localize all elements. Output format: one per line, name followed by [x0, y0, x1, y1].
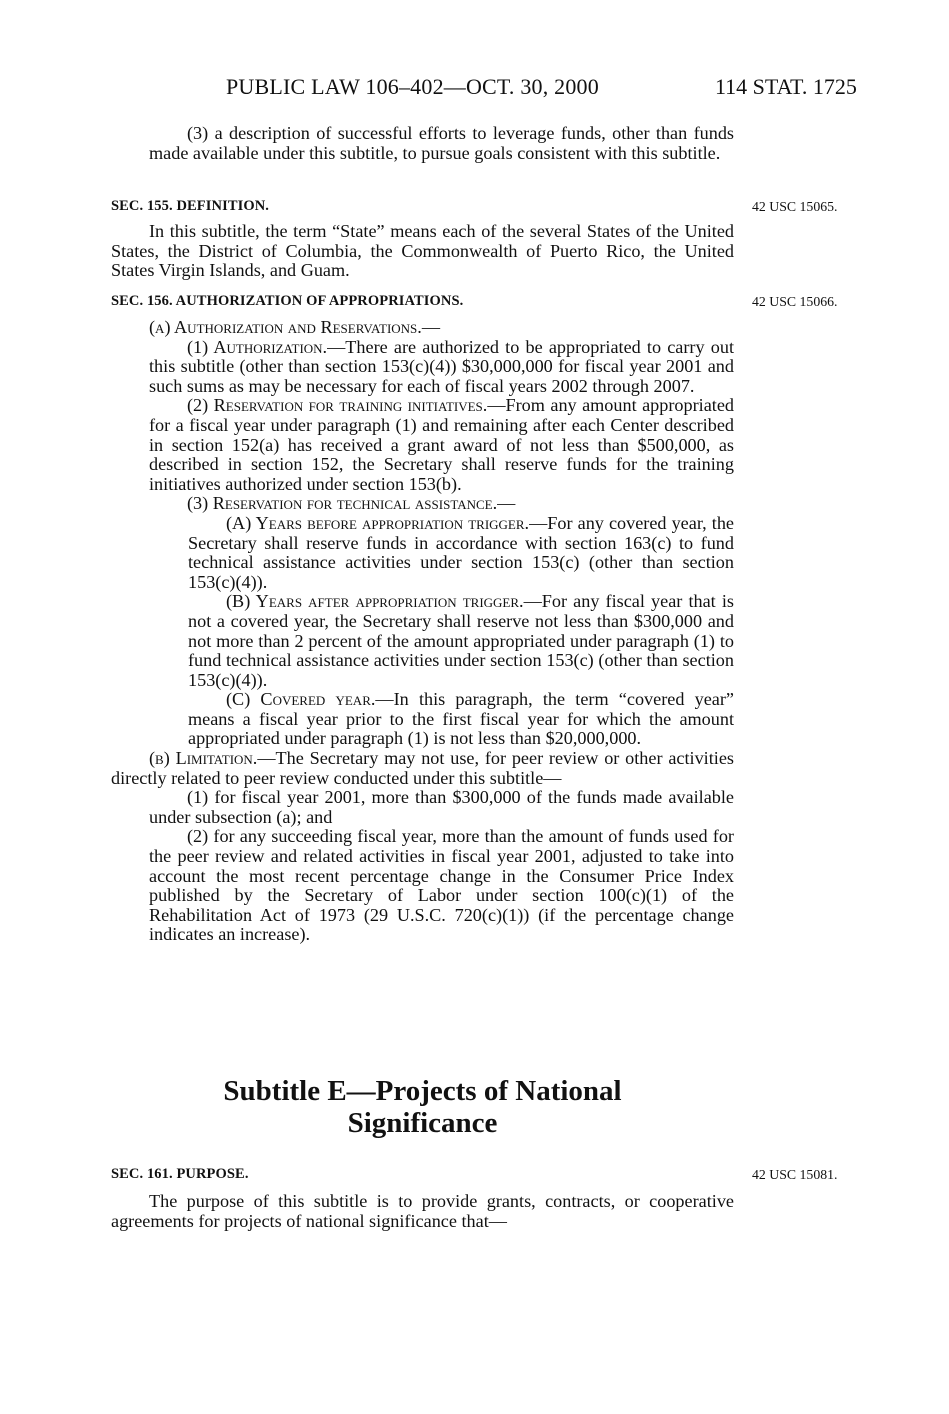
paragraph-b2: (2) for any succeeding fiscal year, more than the amount of funds used for the peer review and related activities in fiscal year 2001, adjusted to take into account the most recent percentage change in the Consumer Price Index published by the Secretary of Labor under section 100(c)(1) of the Rehabilitation Act of 1973 (29 U.S.C. 720(c)(1)) (if the percentage change indicates an increase).	[149, 826, 734, 945]
sec-156-margin-citation: 42 USC 15066.	[752, 294, 838, 309]
paragraph-b1: (1) for fiscal year 2001, more than $300,000 of the funds made available under subsection (a); and	[149, 787, 734, 827]
paragraph-a1-text: —There are authorized to be appropriated to carry out this subtitle (other than section 153(c)(4)) $30,000,000 for fiscal year 2001 and such sums as may be necessary for each of fiscal years 2002 through 2007.	[149, 336, 734, 396]
subparagraph-a3A	[111, 514, 734, 592]
sec-155-heading: SEC. 155. DEFINITION.	[111, 198, 270, 214]
sec-161-margin-citation: 42 USC 15081.	[752, 1167, 838, 1182]
subparagraph-a3C-label: (C) Covered year.	[226, 689, 376, 710]
subsection-a-heading: (a) Authorization and Reservations.—	[149, 317, 441, 337]
paragraph-a1-label: (1) Authorization.	[187, 336, 328, 357]
running-header-title: PUBLIC LAW 106–402—OCT. 30, 2000	[226, 74, 599, 99]
paragraph-a2	[111, 396, 734, 494]
paragraph-a1	[111, 338, 734, 397]
subparagraph-a3B	[111, 592, 734, 690]
paragraph-3: (3) a description of successful efforts to leverage funds, other than funds made available under this subtitle, to pursue goals consistent with this subtitle.	[149, 123, 734, 163]
subsection-b-label: (b) Limitation.	[149, 748, 258, 769]
subtitle-heading	[111, 1075, 734, 1139]
sec-161-body: The purpose of this subtitle is to provide grants, contracts, or cooperative agreements for projects of national significance that—	[111, 1191, 734, 1231]
subparagraph-a3A-label: (A) Years before appropriation trigger.	[226, 512, 530, 533]
paragraph-a3-heading: (3) Reservation for technical assistance.—	[187, 493, 516, 514]
subparagraph-a3C-text: —In this paragraph, the term “covered year” means a fiscal year prior to the first fiscal year for which the amount appropriated under paragraph (1) is not less than $20,000,000.	[188, 689, 734, 749]
subparagraph-a3B-label: (B) Years after appropriation trigger.	[226, 591, 524, 612]
subsection-b	[111, 749, 734, 788]
sec-156-body-block	[111, 318, 734, 945]
sec-161-body-block	[111, 1192, 734, 1231]
subtitle-heading-line-2: Significance	[347, 1107, 498, 1139]
subsection-b-text: —The Secretary may not use, for peer review or other activities directly related to peer review conducted under this subtitle—	[111, 748, 734, 788]
subparagraph-a3A-text: —For any covered year, the Secretary shall reserve funds in accordance with section 163(c) to fund technical assistance activities under section 153(c) (other than section 153(c)(4)).	[188, 512, 734, 592]
sec-155-body: In this subtitle, the term “State” means each of the several States of the United States, the District of Columbia, the Commonwealth of Puerto Rico, the United States Virgin Islands, and Guam.	[111, 221, 734, 281]
running-header-page: 114 STAT. 1725	[715, 74, 857, 99]
subparagraph-a3B-text: —For any fiscal year that is not a covered year, the Secretary shall reserve not less than $300,000 and not more than 2 percent of the amount appropriated under paragraph (1) to fund technical assistance activities under section 153(c) (other than section 153(c)(4)).	[188, 591, 734, 690]
paragraph-a2-text: —From any amount appropriated for a fiscal year under paragraph (1) and remaining after each Center described in section 152(a) has received a grant award of not less than $500,000, as described in section 152, the Secretary shall reserve funds for the training initiatives authorized under section 153(b).	[149, 395, 734, 494]
subparagraph-a3C	[111, 690, 734, 749]
subtitle-heading-line-1: Subtitle E—Projects of National	[223, 1075, 622, 1107]
paragraph-a2-label: (2) Reservation for training initiatives.	[187, 395, 488, 416]
sec-156-heading: SEC. 156. AUTHORIZATION OF APPROPRIATIONS.	[111, 293, 464, 309]
sec-155-margin-citation: 42 USC 15065.	[752, 199, 838, 214]
sec-155-body-block	[111, 222, 734, 281]
paragraph-3-block	[111, 124, 734, 163]
sec-161-heading: SEC. 161. PURPOSE.	[111, 1166, 249, 1182]
